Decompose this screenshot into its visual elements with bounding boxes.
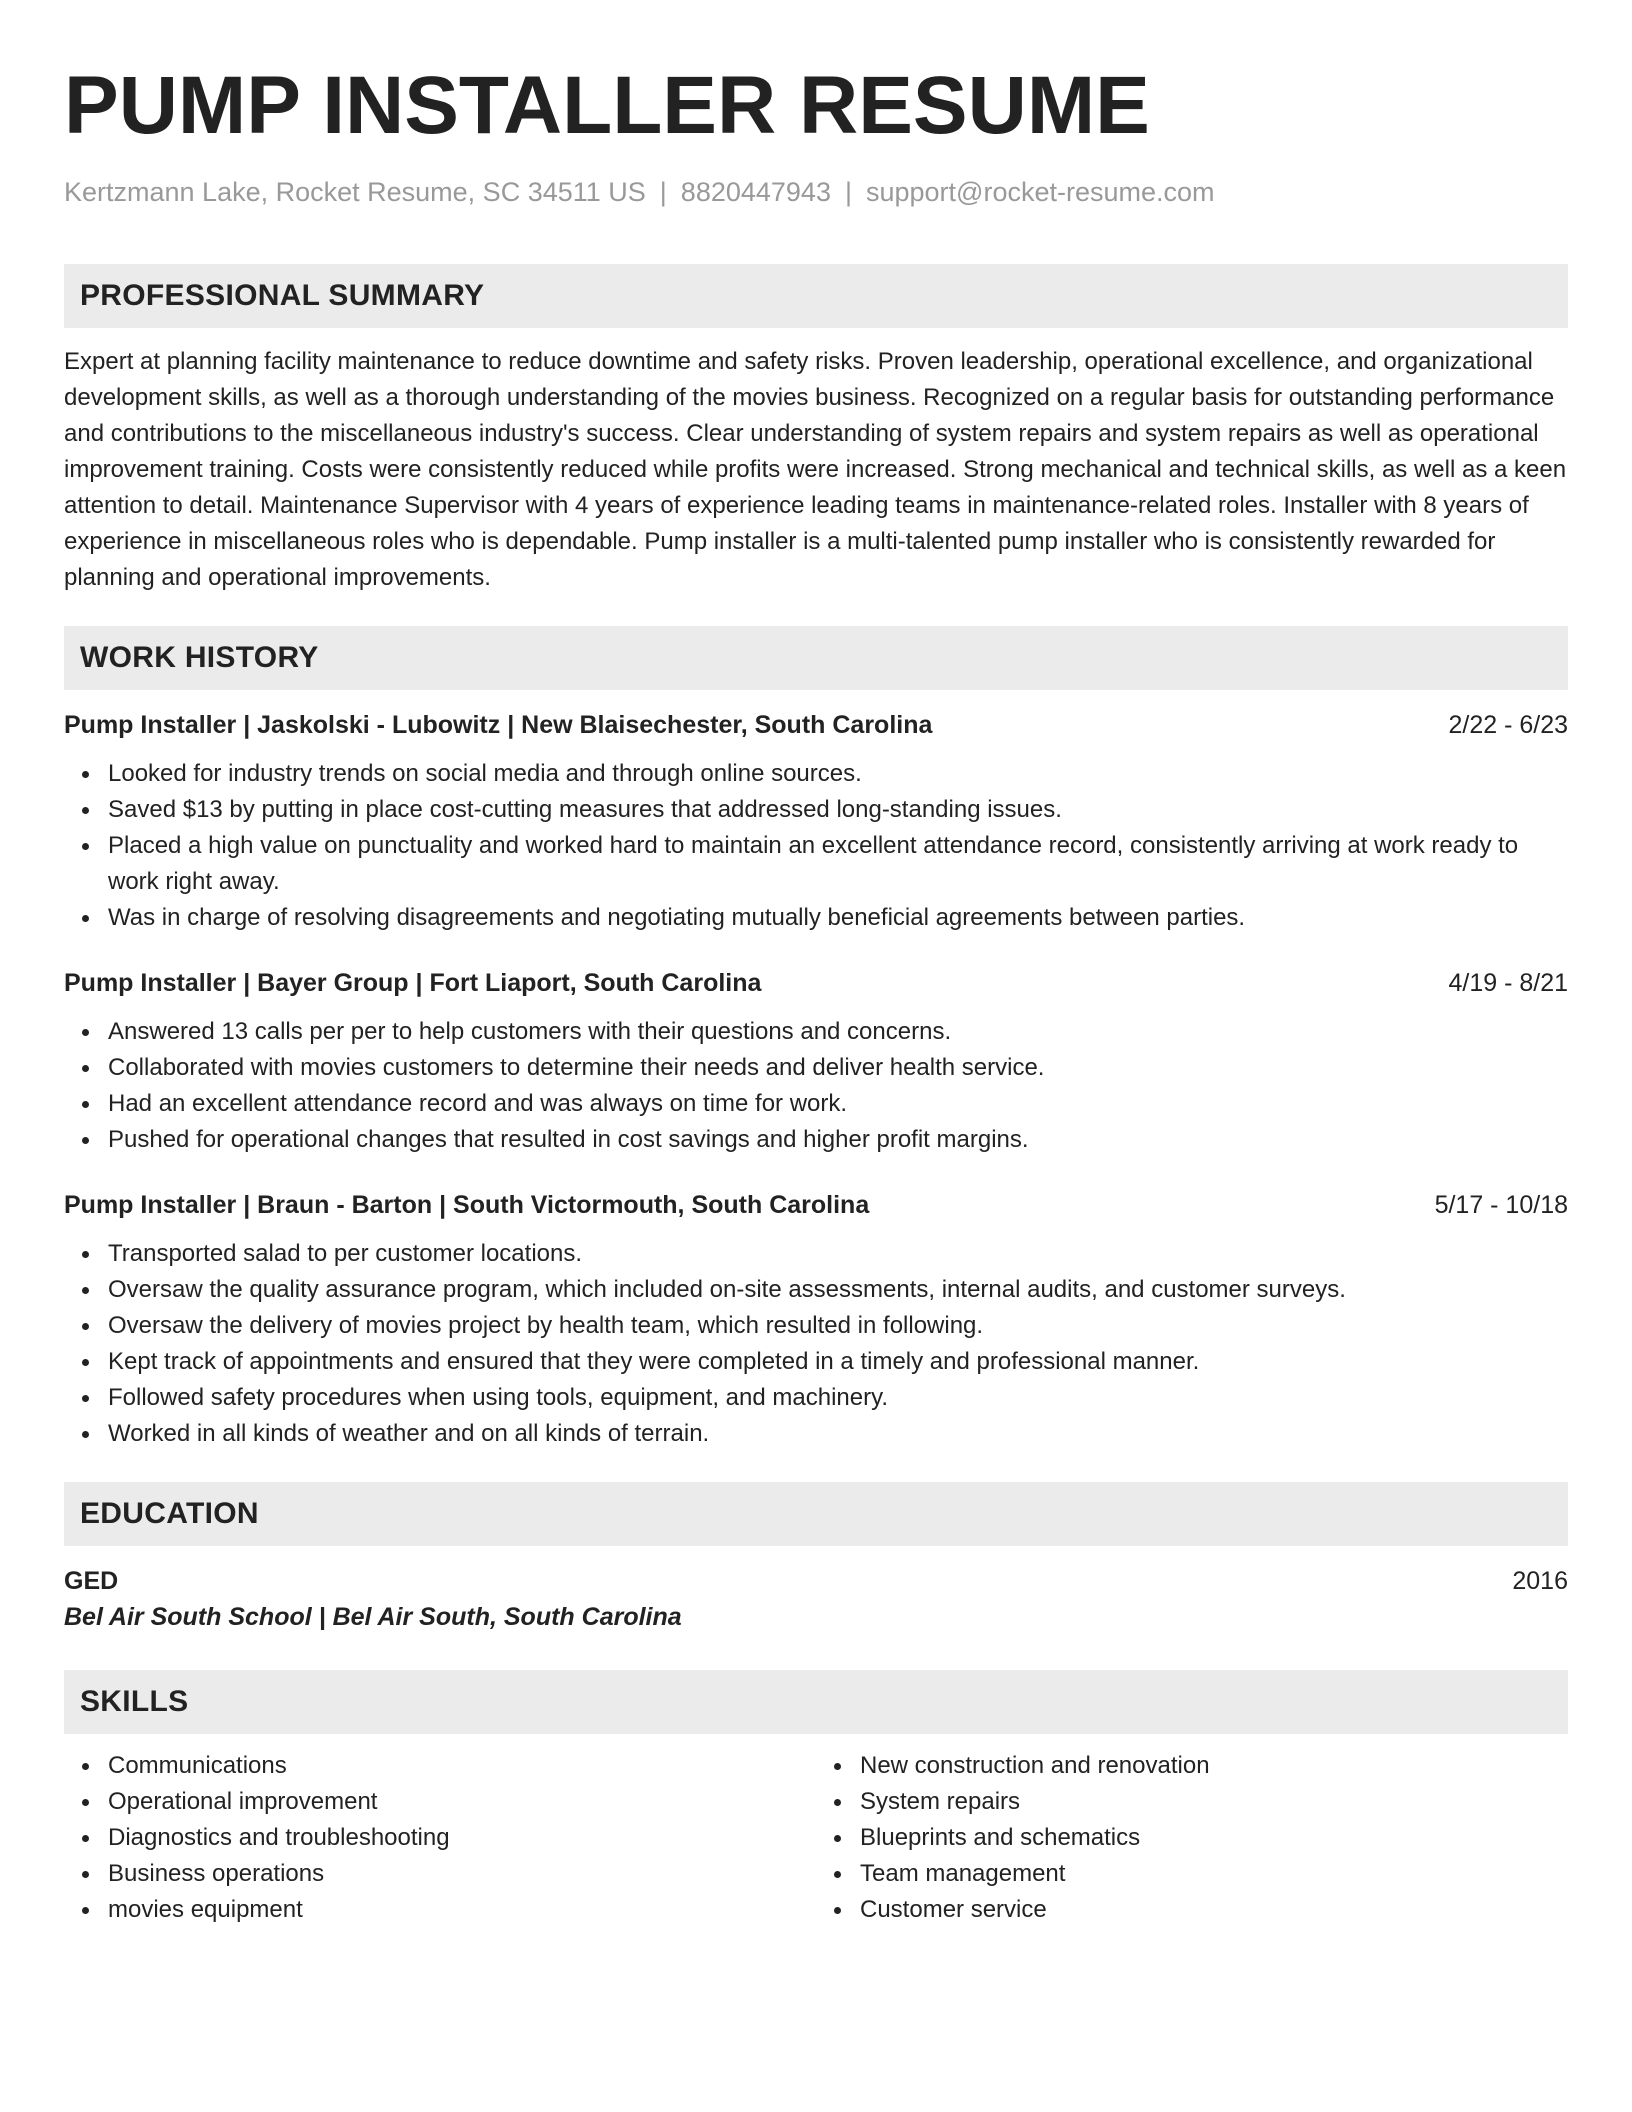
skills-grid: [64, 1748, 1568, 1928]
job-header: [64, 1188, 1568, 1222]
job-entry: [64, 966, 1568, 1158]
skill-item: movies equipment: [108, 1892, 816, 1928]
job-bullet: Transported salad to per customer locations.: [108, 1236, 1568, 1272]
job-bullet: Was in charge of resolving disagreements and negotiating mutually beneficial agreements between parties.: [108, 900, 1568, 936]
contact-line: [64, 174, 1568, 210]
job-bullet: Followed safety procedures when using tools, equipment, and machinery.: [108, 1380, 1568, 1416]
skill-item: Business operations: [108, 1856, 816, 1892]
skills-column-left: [64, 1748, 816, 1928]
job-bullet: Oversaw the quality assurance program, which included on-site assessments, internal audits, and customer surveys.: [108, 1272, 1568, 1308]
job-bullet: Pushed for operational changes that resulted in cost savings and higher profit margins.: [108, 1122, 1568, 1158]
skills-list: [816, 1748, 1568, 1928]
skill-item: Blueprints and schematics: [860, 1820, 1568, 1856]
job-header: [64, 966, 1568, 1000]
job-entry: [64, 1188, 1568, 1452]
summary-heading: PROFESSIONAL SUMMARY: [64, 264, 1568, 328]
contact-phone: 8820447943: [680, 177, 831, 207]
job-bullets: [64, 1236, 1568, 1452]
job-bullet: Looked for industry trends on social media and through online sources.: [108, 756, 1568, 792]
job-bullet: Saved $13 by putting in place cost-cutting measures that addressed long-standing issues.: [108, 792, 1568, 828]
skill-item: Operational improvement: [108, 1784, 816, 1820]
job-bullet: Oversaw the delivery of movies project by health team, which resulted in following.: [108, 1308, 1568, 1344]
job-bullets: [64, 1014, 1568, 1158]
job-title: Pump Installer | Bayer Group | Fort Liaport, South Carolina: [64, 969, 762, 997]
skill-item: System repairs: [860, 1784, 1568, 1820]
job-title: Pump Installer | Jaskolski - Lubowitz | New Blaisechester, South Carolina: [64, 711, 933, 739]
contact-email: support@rocket-resume.com: [865, 177, 1215, 207]
contact-separator: |: [659, 177, 667, 207]
resume-title: PUMP INSTALLER RESUME: [64, 60, 1150, 151]
skill-item: Customer service: [860, 1892, 1568, 1928]
job-header: [64, 708, 1568, 742]
education-year: 2016: [1512, 1567, 1568, 1595]
job-bullet: Collaborated with movies customers to determine their needs and deliver health service.: [108, 1050, 1568, 1086]
skill-item: Communications: [108, 1748, 816, 1784]
skill-item: Team management: [860, 1856, 1568, 1892]
skills-heading: SKILLS: [64, 1670, 1568, 1734]
skills-column-right: [816, 1748, 1568, 1928]
job-title: Pump Installer | Braun - Barton | South Victormouth, South Carolina: [64, 1191, 870, 1219]
work-history-heading: WORK HISTORY: [64, 626, 1568, 690]
education-school: Bel Air South School | Bel Air South, South Carolina: [64, 1603, 682, 1631]
job-bullet: Had an excellent attendance record and was always on time for work.: [108, 1086, 1568, 1122]
contact-address: Kertzmann Lake, Rocket Resume, SC 34511 US: [64, 177, 646, 207]
job-bullet: Kept track of appointments and ensured that they were completed in a timely and professional manner.: [108, 1344, 1568, 1380]
skill-item: New construction and renovation: [860, 1748, 1568, 1784]
education-degree: GED: [64, 1567, 119, 1595]
job-entry: [64, 708, 1568, 936]
job-bullet: Answered 13 calls per per to help customers with their questions and concerns.: [108, 1014, 1568, 1050]
job-dates: 2/22 - 6/23: [1448, 711, 1568, 739]
skill-item: Diagnostics and troubleshooting: [108, 1820, 816, 1856]
contact-separator: |: [844, 177, 852, 207]
job-dates: 5/17 - 10/18: [1434, 1191, 1568, 1219]
job-bullet: Placed a high value on punctuality and worked hard to maintain an excellent attendance record, consistently arriving at work ready to work right away.: [108, 828, 1568, 900]
job-dates: 4/19 - 8/21: [1448, 969, 1568, 997]
job-bullet: Worked in all kinds of weather and on all kinds of terrain.: [108, 1416, 1568, 1452]
summary-text: Expert at planning facility maintenance to reduce downtime and safety risks. Proven leadership, operational excellence, and organizational development skills, as well as a thorough understanding of the movies business. Recognized on a regular basis for outstanding performance and contributions to the miscellaneous industry's success. Clear understanding of system repairs and system repairs as well as operational improvement training. Costs were consistently reduced while profits were increased. Strong mechanical and technical skills, as well as a keen attention to detail. Maintenance Supervisor with 4 years of experience leading teams in maintenance-related roles. Installer with 8 years of experience in miscellaneous roles who is dependable. Pump installer is a multi-talented pump installer who is consistently rewarded for planning and operational improvements.: [64, 348, 1567, 591]
skills-list: [64, 1748, 816, 1928]
job-bullets: [64, 756, 1568, 936]
education-entry: [64, 1564, 1568, 1598]
education-heading: EDUCATION: [64, 1482, 1568, 1546]
